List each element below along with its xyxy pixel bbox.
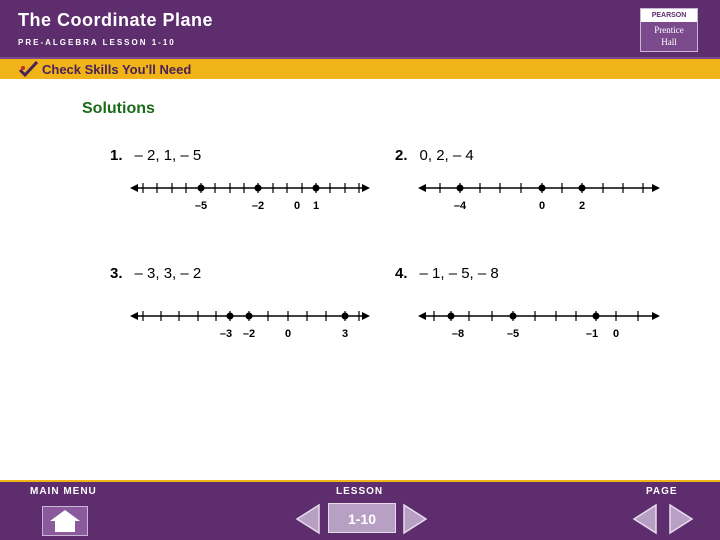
right-arrow-icon [652, 312, 660, 320]
right-arrow-icon [362, 184, 370, 192]
point-neg5 [198, 185, 205, 192]
pearson-logo [640, 8, 698, 52]
problem-number: 1. [110, 147, 123, 164]
point-neg3 [227, 313, 234, 320]
tick-label: –8 [451, 328, 465, 340]
problem-3 [110, 265, 201, 282]
problem-1 [110, 147, 201, 164]
main-menu-button[interactable] [42, 506, 88, 536]
left-arrow-icon [130, 184, 138, 192]
tick-label: 0 [612, 328, 620, 340]
left-arrow-icon [418, 184, 426, 192]
tick-label: 1 [312, 200, 320, 212]
home-icon [43, 507, 87, 535]
logo-pearson-text: PEARSON [641, 9, 697, 22]
left-arrow-icon [130, 312, 138, 320]
tick-label: 2 [578, 200, 586, 212]
number-line-3 [130, 306, 370, 342]
number-line-2 [418, 178, 660, 214]
header-bar [0, 0, 720, 57]
point-neg8 [448, 313, 455, 320]
problem-2 [395, 147, 474, 164]
problem-number: 2. [395, 147, 408, 164]
point-2 [579, 185, 586, 192]
problem-answer: – 2, 1, – 5 [134, 147, 202, 164]
tick-label: 0 [293, 200, 301, 212]
right-arrow-icon [362, 312, 370, 320]
problem-answer: – 1, – 5, – 8 [419, 265, 499, 282]
lesson-next-button[interactable] [400, 503, 430, 535]
problem-answer: – 3, 3, – 2 [134, 265, 202, 282]
tick-label: 0 [284, 328, 292, 340]
page-label: PAGE [646, 486, 678, 497]
main-menu-label: MAIN MENU [30, 486, 97, 497]
tick-label: –1 [585, 328, 599, 340]
point-neg2 [246, 313, 253, 320]
tick-label: –5 [506, 328, 520, 340]
tick-label: –4 [453, 200, 467, 212]
left-arrow-icon [418, 312, 426, 320]
point-neg5 [510, 313, 517, 320]
tick-label: –3 [219, 328, 233, 340]
logo-hall-text: Hall [661, 37, 677, 47]
problem-4 [395, 265, 499, 282]
right-arrow-icon [652, 184, 660, 192]
tick-label: 3 [341, 328, 349, 340]
lesson-number: 1-10 [328, 503, 396, 533]
lesson-label: LESSON [336, 486, 384, 497]
page-title: The Coordinate Plane [18, 10, 214, 30]
check-skills-bar [0, 57, 720, 79]
logo-prentice-text: Prentice [654, 25, 684, 35]
lesson-subtitle: PRE-ALGEBRA LESSON 1-10 [18, 38, 176, 47]
number-line-1 [130, 178, 370, 214]
problem-answer: 0, 2, – 4 [419, 147, 474, 164]
lesson-prev-button[interactable] [293, 503, 323, 535]
number-line-4 [418, 306, 660, 342]
point-neg1 [593, 313, 600, 320]
problem-number: 4. [395, 265, 408, 282]
tick-label: 0 [538, 200, 546, 212]
problem-number: 3. [110, 265, 123, 282]
tick-label: –2 [242, 328, 256, 340]
page-prev-button[interactable] [630, 503, 660, 535]
point-1 [313, 185, 320, 192]
tick-label: –2 [251, 200, 265, 212]
check-skills-label: Check Skills You'll Need [42, 62, 192, 77]
tick-label: –5 [194, 200, 208, 212]
check-pencil-icon [18, 60, 40, 78]
solutions-heading: Solutions [82, 100, 155, 117]
point-neg2 [255, 185, 262, 192]
page-next-button[interactable] [666, 503, 696, 535]
point-3 [342, 313, 349, 320]
point-0 [539, 185, 546, 192]
point-neg4 [457, 185, 464, 192]
